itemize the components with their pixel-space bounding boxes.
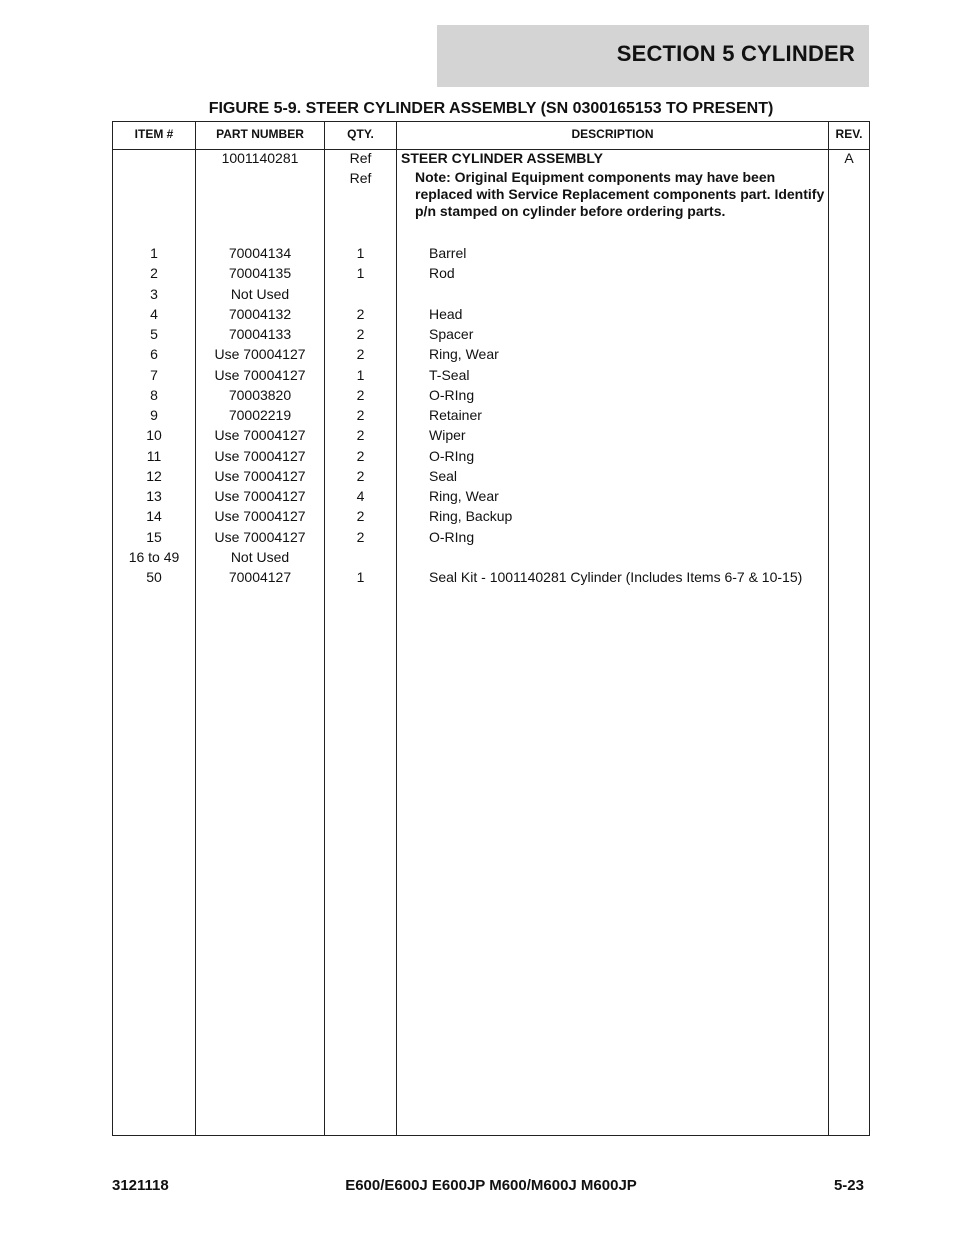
part-number: Use 70004127 (214, 346, 306, 363)
item-number: 1 (150, 245, 158, 261)
qty: 4 (356, 488, 365, 504)
part-number: Not Used (230, 548, 290, 565)
item-number: 2 (150, 265, 158, 282)
table-row (113, 324, 869, 344)
qty: Ref (349, 150, 372, 166)
section-title: SECTION 5 CYLINDER (616, 41, 855, 66)
description: Ring, Backup (429, 508, 513, 525)
qty: 2 (356, 467, 365, 484)
table-row (113, 243, 869, 263)
qty: 2 (356, 407, 365, 423)
description: Rod (429, 265, 455, 282)
qty: 2 (356, 447, 365, 464)
table-row (113, 425, 869, 445)
table-row (113, 446, 869, 466)
qty: 1 (356, 569, 365, 585)
qty: 2 (356, 386, 365, 403)
part-number: Use 70004127 (214, 528, 306, 545)
replacement-note: Note: Original Equipment components may have been replaced with Service Replacement components part. Identify p/n stamped on cylinder before ordering parts. (415, 169, 825, 219)
item-number: 13 (146, 488, 162, 504)
description: O-RIng (429, 447, 475, 464)
table-row (113, 567, 869, 587)
item-number: 11 (146, 447, 162, 464)
header-qty: QTY. (347, 127, 374, 141)
table-row (113, 506, 869, 526)
part-number: 70004132 (228, 305, 292, 322)
footer-doc-number: 3121118 (112, 1177, 169, 1194)
qty: 2 (356, 326, 365, 342)
footer-page-number: 5-23 (833, 1177, 864, 1194)
qty: 1 (356, 366, 365, 383)
description: O-RIng (429, 528, 475, 545)
item-number: 50 (146, 569, 162, 585)
description: Seal (429, 467, 458, 484)
item-number: 12 (146, 467, 162, 484)
table-row (113, 263, 869, 283)
item-number: 3 (150, 285, 158, 302)
footer-models: E600/E600J E600JP M600/M600J M600JP (345, 1177, 637, 1194)
description: Barrel (429, 245, 467, 261)
part-number: 70004134 (228, 245, 292, 261)
parts-table (112, 121, 870, 1136)
revision: A (844, 150, 854, 166)
table-row (113, 385, 869, 405)
table-row (113, 486, 869, 506)
part-number: Use 70004127 (214, 427, 306, 444)
figure-title: FIGURE 5-9. STEER CYLINDER ASSEMBLY (SN 0300165153 TO PRESENT) (208, 100, 774, 117)
table-row (113, 547, 869, 567)
table-row (113, 405, 869, 425)
item-number: 7 (150, 366, 158, 383)
description: Spacer (429, 326, 474, 342)
description: Ring, Wear (429, 346, 499, 363)
part-number: 70004135 (228, 265, 292, 282)
item-number: 15 (146, 528, 162, 545)
description: Retainer (429, 407, 482, 423)
item-number: 6 (150, 346, 158, 363)
table-row (113, 466, 869, 486)
item-number: 5 (150, 326, 158, 342)
qty: 1 (356, 245, 365, 261)
description: STEER CYLINDER ASSEMBLY (401, 150, 603, 166)
description: Seal Kit - 1001140281 Cylinder (Includes Items 6-7 & 10-15) (429, 569, 803, 585)
part-number: 70004133 (228, 326, 292, 342)
table-row (113, 284, 869, 304)
item-number: 9 (150, 407, 158, 423)
qty: 2 (356, 427, 365, 444)
part-number: Use 70004127 (214, 488, 306, 504)
part-number: Use 70004127 (214, 366, 306, 383)
qty: 2 (356, 508, 365, 525)
item-number: 8 (150, 386, 158, 403)
qty: 2 (356, 346, 365, 363)
qty: 2 (356, 305, 365, 322)
qty: 1 (356, 265, 365, 282)
description: Ring, Wear (429, 488, 499, 504)
table-row (113, 365, 869, 385)
table-row (113, 527, 869, 547)
section-banner (437, 25, 869, 87)
description: Head (429, 305, 463, 322)
table-row (113, 304, 869, 324)
header-part-number: PART NUMBER (216, 127, 304, 141)
part-number: 1001140281 (221, 150, 299, 166)
item-number: 4 (150, 305, 158, 322)
part-number: Not Used (230, 285, 290, 302)
part-number: Use 70004127 (214, 447, 306, 464)
description: T-Seal (429, 366, 470, 383)
item-number: 10 (146, 427, 162, 444)
table-row (113, 344, 869, 364)
item-number: 14 (146, 508, 162, 525)
qty: Ref (349, 170, 372, 186)
part-number: 70004127 (228, 569, 292, 585)
part-number: Use 70004127 (214, 467, 306, 484)
part-number: 70003820 (228, 386, 292, 403)
description: O-RIng (429, 386, 475, 403)
qty: 2 (356, 528, 365, 545)
part-number: 70002219 (228, 407, 292, 423)
assembly-row (113, 148, 869, 168)
description: Wiper (429, 427, 466, 444)
header-item: ITEM # (134, 127, 174, 141)
item-number: 16 to 49 (128, 548, 180, 565)
part-number: Use 70004127 (214, 508, 306, 525)
header-rev: REV. (835, 127, 863, 141)
header-description: DESCRIPTION (571, 127, 654, 141)
